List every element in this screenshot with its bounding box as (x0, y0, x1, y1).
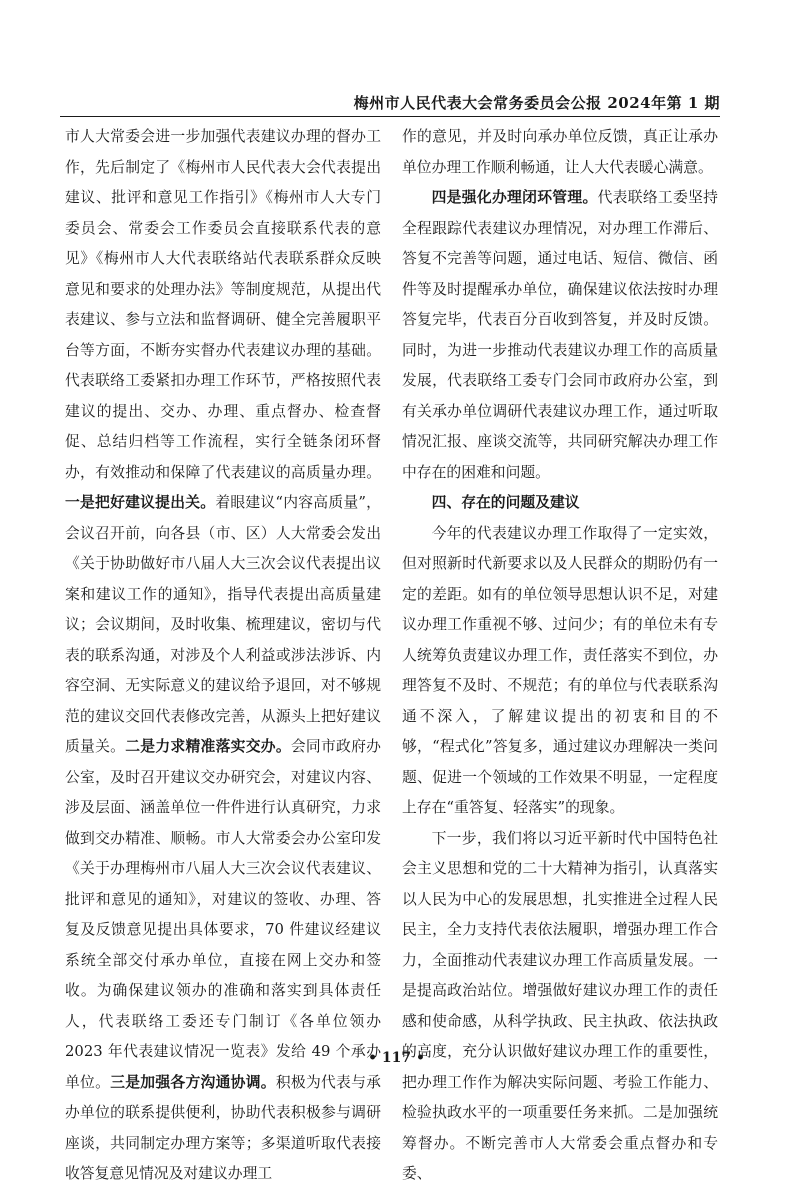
paragraph-text: 积极为代表与承办单位的联系提供便利，协助代表积极参与调研座谈，共同制定办理方案等；多渠道听取代表接收答复意见情况及对建议办理工 (65, 1073, 381, 1182)
body-paragraph (402, 183, 718, 488)
paragraph-text: 会同市政府办公室，及时召开建议交办研究会，对建议内容、涉及层面、涵盖单位一件件进行认真研究，力求做到交办精准、顺畅。市人大常委会办公室印发《关于办理梅州市八届人大三次会议代表建议、批评和意见的通知》，对建议的签收、办理、答复及反馈意见提出具体要求，70 件建议经建议系统全部交付承办单位，直接在网上交办和签收。为确保建议领办的准确和落实到具体责任人，代表联络工委还专门制订《各单位领办 2023 年代表建议情况一览表》发给 49 个承办单位。 (65, 738, 381, 1091)
section-heading: 四、存在的问题及建议 (431, 494, 580, 511)
page-header (60, 92, 720, 118)
right-column (402, 122, 718, 1190)
journal-title: 梅州市人民代表大会常务委员会公报 2024年第 1 期 (353, 94, 720, 112)
bold-lead: 二是力求精准落实交办。 (125, 738, 291, 755)
paragraph-text: 代表联络工委坚持全程跟踪代表建议办理情况，对办理工作滞后、答复不完善等问题，通过电话、短信、微信、函件等及时提醒承办单位，确保建议依法按时办理答复完毕，代表百分百收到答复，并及时反馈。同时，为进一步推动代表建议办理工作的高质量发展，代表联络工委专门会同市政府办公室，到有关承办单位调研代表建议办理工作，通过听取情况汇报、座谈交流等，共同研究解决办理工作中存在的困难和问题。 (402, 189, 718, 481)
paragraph-text: 市人大常委会进一步加强代表建议办理的督办工作，先后制定了《梅州市人民代表大会代表提出建议、批评和意见工作指引》《梅州市人大专门委员会、常委会工作委员会直接联系代表的意见》《梅州市人大代表联络站代表联系群众反映意见和要求的处理办法》等制度规范，从提出代表建议、参与立法和监督调研、健全完善履职平台等方面，不断夯实督办代表建议办理的基础。代表联络工委紧扣办理工作环节，严格按照代表建议的提出、交办、办理、重点督办、检查督促、总结归档等工作流程，实行全链条闭环督办，有效推动和保障了代表建议的高质量办理。 (65, 128, 381, 481)
body-paragraph: 下一步，我们将以习近平新时代中国特色社会主义思想和党的二十大精神为指引，认真落实以人民为中心的发展思想，扎实推进全过程人民民主，全力支持代表依法履职，增强办理工作合力，全面推动代表建议办理工作高质量发展。一是提高政治站位。增强做好建议办理工作的责任感和使命感，从科学执政、民主执政、依法执政的高度，充分认识做好建议办理工作的重要性，把办理工作作为解决实际问题、考验工作能力、检验执政水平的一项重要任务来抓。二是加强统筹督办。不断完善市人大常委会重点督办和专委、 (402, 829, 718, 1182)
bold-lead: 四是强化办理闭环管理。 (431, 189, 598, 206)
body-paragraph-continued: 作的意见，并及时向承办单位反馈，真正让承办单位办理工作顺利畅通，让人大代表暖心满意。 (402, 128, 718, 176)
bold-lead: 三是加强各方沟通协调。 (110, 1073, 276, 1091)
left-column (65, 122, 381, 1190)
body-paragraph: 今年的代表建议办理工作取得了一定实效，但对照新时代新要求以及人民群众的期盼仍有一定的差距。如有的单位领导思想认识不足，对建议办理工作重视不够、过问少；有的单位未有专人统筹负责建议办理工作，责任落实不到位，办理答复不及时、不规范；有的单位与代表联系沟通不深入，了解建议提出的初衷和目的不够，“程式化”答复多，通过建议办理解决一类问题、促进一个领域的工作效果不明显，一定程度上存在“重答复、轻落实”的现象。 (402, 524, 718, 816)
page-number: • 117 • (368, 1050, 425, 1066)
body-paragraph (65, 122, 381, 1190)
header-rule (60, 116, 720, 117)
paragraph-text: 着眼建议“内容高质量”，会议召开前，向各县（市、区）人大常委会发出《关于协助做好市八届人大三次会议代表提出议案和建议工作的通知》，指导代表提出高质量建议；会议期间，及时收集、梳理建议，密切与代表的联系沟通，对涉及个人利益或涉法涉诉、内容空洞、无实际意义的建议给予退回，对不够规范的建议交回代表修改完善，从源头上把好建议质量关。 (65, 494, 381, 755)
bold-lead: 一是把好建议提出关。 (65, 494, 216, 511)
